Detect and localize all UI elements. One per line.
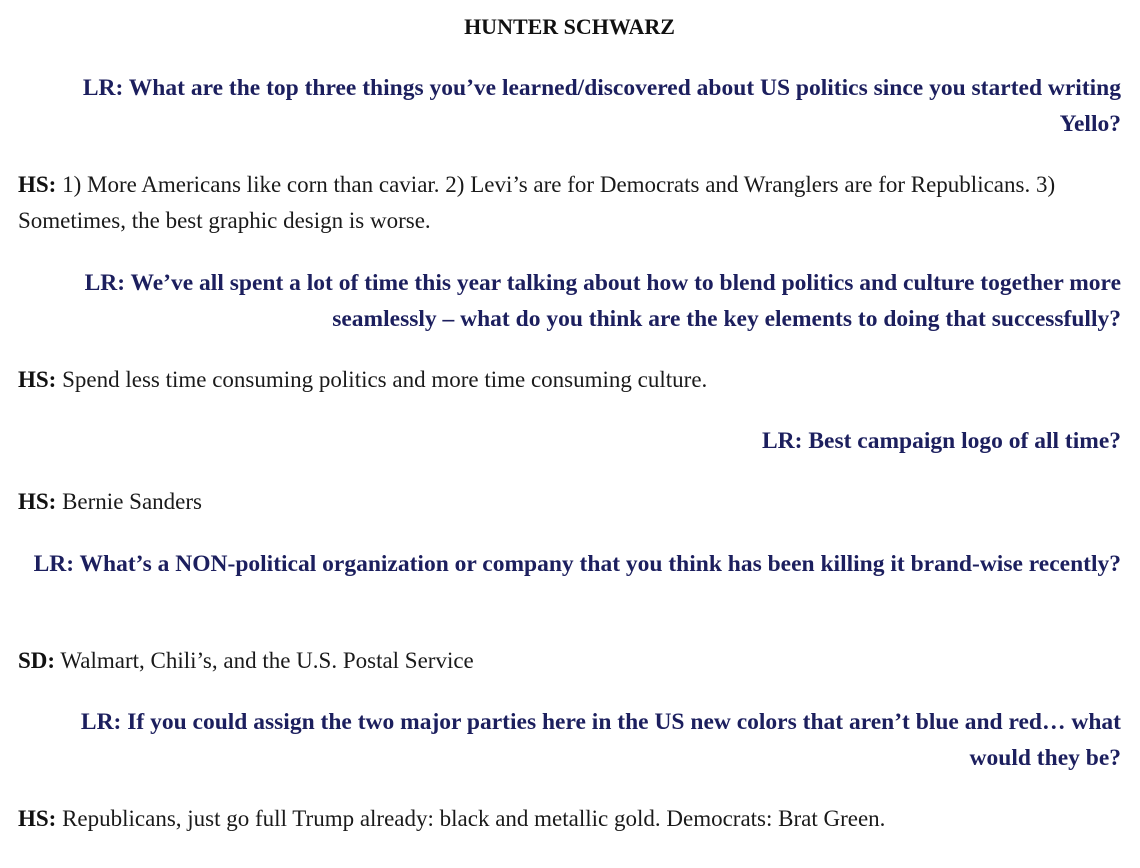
speaker-label: HS:: [18, 806, 57, 831]
question-4: LR: What’s a NON-political organization or company that you think has been killing it brand-wise recently?: [33, 551, 1121, 577]
question-2: LR: We’ve all spent a lot of time this year talking about how to blend politics and culture together more seamlessly – what do you think are the key elements to doing that successfully?: [84, 270, 1121, 332]
speaker-label: HS:: [18, 489, 57, 514]
answer-text: Republicans, just go full Trump already: black and metallic gold. Democrats: Brat Green.: [56, 806, 886, 831]
answer-text: Bernie Sanders: [56, 489, 202, 514]
answer-text: Spend less time consuming politics and more time consuming culture.: [56, 367, 708, 392]
speaker-label: SD:: [18, 648, 56, 673]
answer-text: Walmart, Chili’s, and the U.S. Postal Service: [55, 648, 474, 673]
answer-text: 1) More Americans like corn than caviar. 2) Levi’s are for Democrats and Wranglers are for Republicans. 3) Sometimes, the best graphic design is worse.: [18, 172, 1056, 233]
question-1: LR: What are the top three things you’ve learned/discovered about US politics since you started writing Yello?: [82, 75, 1121, 137]
interview-article: [18, 0, 1121, 868]
answer-2: [18, 362, 1078, 398]
answer-1: [18, 167, 1078, 239]
answer-4: [18, 643, 1078, 679]
speaker-label: HS:: [18, 172, 57, 197]
question-3: LR: Best campaign logo of all time?: [762, 428, 1121, 454]
interviewee-heading: HUNTER SCHWARZ: [464, 14, 675, 39]
answer-5: [18, 801, 1078, 837]
question-5: LR: If you could assign the two major parties here in the US new colors that aren’t blue and red… what would they be?: [80, 709, 1121, 771]
answer-3: [18, 484, 1078, 520]
speaker-label: HS:: [18, 367, 57, 392]
